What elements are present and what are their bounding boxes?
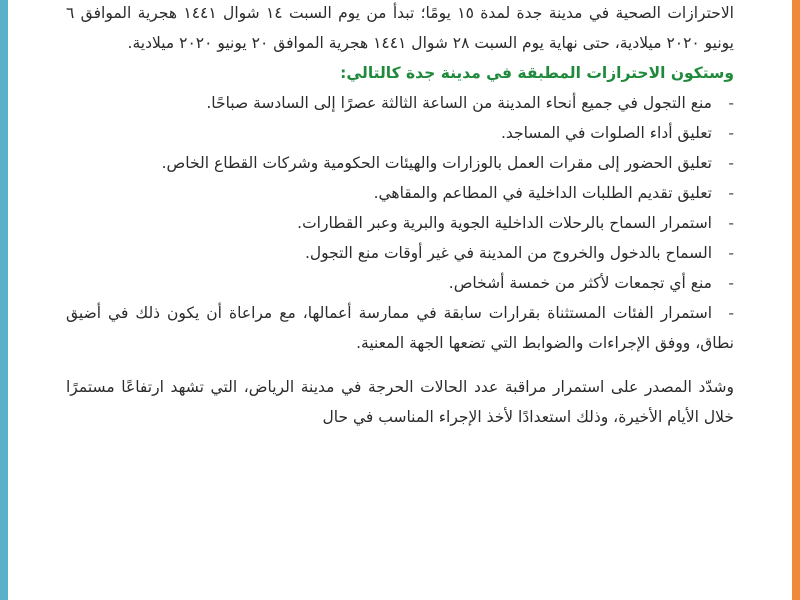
list-item (66, 118, 734, 148)
list-dash: - (728, 214, 734, 232)
intro-paragraph: الاحترازات الصحية في مدينة جدة لمدة ١٥ يومًا؛ تبدأ من يوم السبت ١٤ شوال ١٤٤١ هجرية الموافق ٦ يونيو ٢٠٢٠ ميلادية، حتى نهاية يوم السبت ٢٨ شوال ١٤٤١ هجرية الموافق ٢٠ يونيو ٢٠٢٠ ميلادية. (66, 4, 734, 52)
list-dash: - (728, 154, 734, 172)
list-item-text: تعليق تقديم الطلبات الداخلية في المطاعم والمقاهي. (373, 184, 712, 202)
right-accent-border (792, 0, 800, 600)
list-dash: - (728, 274, 734, 292)
list-dash: - (728, 184, 734, 202)
list-item-text: استمرار الفئات المستثناة بقرارات سابقة في ممارسة أعمالها، مع مراعاة أن يكون ذلك في أضيق نطاق، ووفق الإجراءات والضوابط التي تضعها الجهة المعنية. (66, 304, 734, 352)
list-item-text: منع أي تجمعات لأكثر من خمسة أشخاص. (448, 274, 712, 292)
list-item (66, 208, 734, 238)
list-item (66, 298, 734, 358)
measures-list (66, 88, 734, 358)
list-item-text: استمرار السماح بالرحلات الداخلية الجوية والبرية وعبر القطارات. (297, 214, 712, 232)
measures-heading: وستكون الاحترازات المطبقة في مدينة جدة كالتالي: (340, 64, 734, 82)
list-dash: - (728, 124, 734, 142)
list-dash: - (728, 304, 734, 322)
list-dash: - (728, 94, 734, 112)
paragraph-spacer (66, 358, 734, 372)
list-item (66, 238, 734, 268)
article-body (66, 0, 734, 432)
list-item (66, 178, 734, 208)
list-item (66, 148, 734, 178)
list-item-text: منع التجول في جميع أنحاء المدينة من الساعة الثالثة عصرًا إلى السادسة صباحًا. (206, 94, 712, 112)
closing-paragraph: وشدّد المصدر على استمرار مراقبة عدد الحالات الحرجة في مدينة الرياض، التي تشهد ارتفاعًا مستمرًا خلال الأيام الأخيرة، وذلك استعدادًا لأخذ الإجراء المناسب في حال (66, 378, 734, 426)
left-accent-border (0, 0, 8, 600)
list-item-text: السماح بالدخول والخروج من المدينة في غير أوقات منع التجول. (304, 244, 712, 262)
list-item (66, 88, 734, 118)
list-item (66, 268, 734, 298)
list-item-text: تعليق أداء الصلوات في المساجد. (500, 124, 712, 142)
list-dash: - (728, 244, 734, 262)
list-item-text: تعليق الحضور إلى مقرات العمل بالوزارات والهيئات الحكومية وشركات القطاع الخاص. (161, 154, 712, 172)
